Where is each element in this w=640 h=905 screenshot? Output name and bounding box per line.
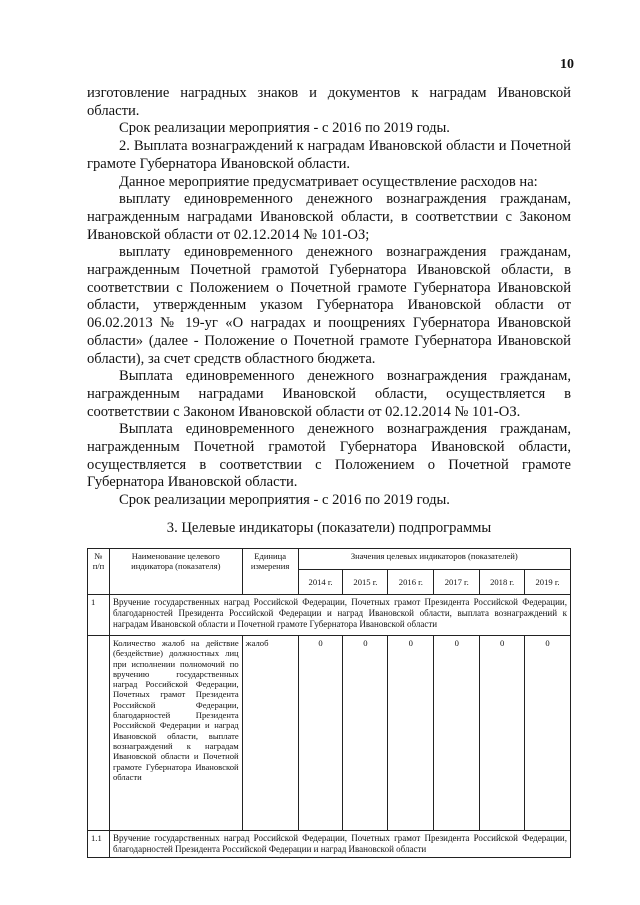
cell-value: 0 bbox=[434, 636, 480, 831]
header-num: № п/п bbox=[88, 549, 110, 595]
header-values: Значения целевых индикаторов (показателей) bbox=[298, 549, 570, 570]
paragraph: Данное мероприятие предусматривает осуществление расходов на: bbox=[119, 173, 538, 190]
paragraph: Выплата единовременного денежного вознаграждения гражданам, награжденным наградами Ивановской области, осуществляется в соответствии с Законом Ивановской области от 02.12.2014 № 101-ОЗ. bbox=[87, 368, 571, 420]
paragraph: Срок реализации мероприятия - с 2016 по 2019 годы. bbox=[119, 120, 450, 137]
table-row bbox=[88, 636, 571, 831]
cell-num: 1 bbox=[88, 595, 110, 636]
page-number: 10 bbox=[560, 57, 574, 72]
cell-unit: жалоб bbox=[242, 636, 298, 831]
cell-value: 0 bbox=[298, 636, 343, 831]
indicators-table bbox=[87, 548, 571, 858]
header-unit: Единица измерения bbox=[242, 549, 298, 595]
cell-num: 1.1 bbox=[88, 831, 110, 858]
paragraph: Выплата единовременного денежного вознаграждения гражданам, награжденным Почетной грамотой Губернатора Ивановской области, осуществляется в соответствии с Положением о Почетной грамоте Губернатора Ивановской области. bbox=[87, 421, 571, 491]
cell-indicator-name: Количество жалоб на действие (бездействие) должностных лиц при исполнении полномочий по вручению государственных наград Российской Федерации, Почетных грамот Президента Российской Федерации, благодарностей Президента Российской Федерации и наград Ивановской области, выплате вознаграждений к наградам Ивановской области и Почетной грамоте Губернатора Ивановской области bbox=[109, 636, 242, 831]
cell-value: 0 bbox=[480, 636, 525, 831]
header-year: 2019 г. bbox=[525, 570, 571, 595]
cell-value: 0 bbox=[343, 636, 388, 831]
header-year: 2015 г. bbox=[343, 570, 388, 595]
cell-value: 0 bbox=[525, 636, 571, 831]
paragraph: выплату единовременного денежного вознаграждения гражданам, награжденным Почетной грамотой Губернатора Ивановской области, в соответствии с Положением о Почетной грамоте Губернатора Ивановской области, утвержденным указом Губернатора Ивановской области от 06.02.2013 № 19-уг «О наградах и поощрениях Губернатора Ивановской области» (далее - Положение о Почетной грамоте Губернатора Ивановской области), за счет средств областного бюджета. bbox=[87, 244, 571, 367]
header-year: 2014 г. bbox=[298, 570, 343, 595]
header-year: 2016 г. bbox=[388, 570, 434, 595]
paragraph: выплату единовременного денежного вознаграждения гражданам, награжденным наградами Ивановской области, в соответствии с Законом Ивановской области от 02.12.2014 № 101-ОЗ; bbox=[87, 191, 571, 243]
table-row bbox=[88, 595, 571, 636]
section-title: 3. Целевые индикаторы (показатели) подпрограммы bbox=[166, 520, 492, 536]
cell-num bbox=[88, 636, 110, 831]
table-row bbox=[88, 831, 571, 858]
cell-section-text: Вручение государственных наград Российской Федерации, Почетных грамот Президента Российской Федерации, благодарностей Президента Российской Федерации и наград Ивановской области bbox=[109, 831, 570, 858]
cell-section-text: Вручение государственных наград Российской Федерации, Почетных грамот Президента Российской Федерации, благодарностей Президента Российской Федерации и наград Ивановской области, выплата вознаграждений к наградам Ивановской области и Почетной грамоте Губернатора Ивановской области bbox=[109, 595, 570, 636]
paragraph: 2. Выплата вознаграждений к наградам Ивановской области и Почетной грамоте Губернатора Ивановской области. bbox=[87, 138, 571, 172]
header-year: 2017 г. bbox=[434, 570, 480, 595]
paragraph: Срок реализации мероприятия - с 2016 по 2019 годы. bbox=[119, 492, 450, 509]
body-text bbox=[87, 85, 571, 510]
paragraph: изготовление наградных знаков и документов к наградам Ивановской области. bbox=[87, 85, 571, 119]
header-name: Наименование целевого индикатора (показателя) bbox=[109, 549, 242, 595]
cell-value: 0 bbox=[388, 636, 434, 831]
header-year: 2018 г. bbox=[480, 570, 525, 595]
